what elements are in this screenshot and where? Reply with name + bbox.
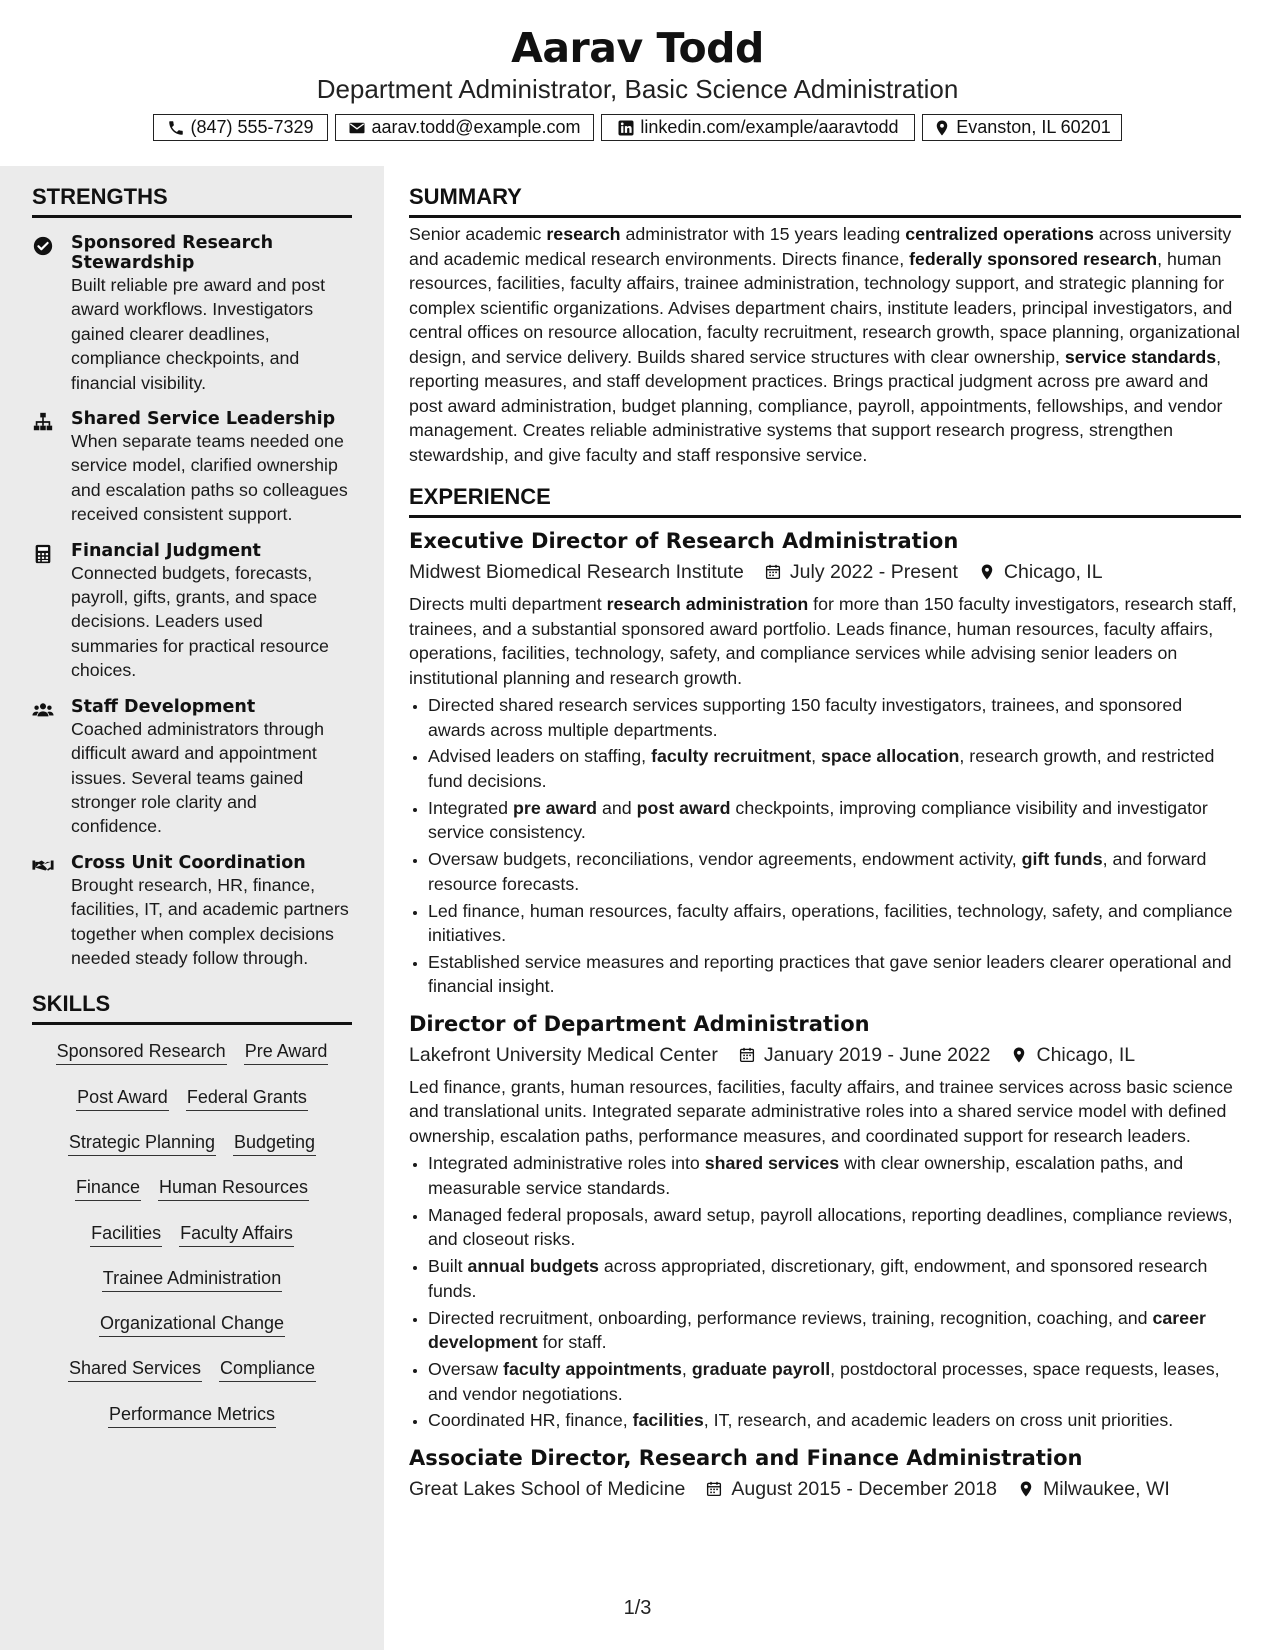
skill-row [32,1038,352,1083]
summary-text: Senior academic research administrator with 15 years leading centralized operations across university and academic medical research environments. Directs finance, federally sponsored research, human resources, facilities, faculty affairs, trainee administration, technology support, and strategic planning for complex scientific organizations. Advises department chairs, institute leaders, principal investigators, and central offices on resource allocation, faculty recruitment, research growth, space planning, organizational design, and service delivery. Builds shared service structures with clear ownership, service standards, reporting measures, and staff development practices. Brings practical judgment across pre award and post award administration, budget planning, compliance, payroll, appointments, fellowships, and vendor management. Creates reliable administrative systems that support research progress, strengthen stewardship, and give faculty and staff responsive service. [409,224,1240,465]
skill-tag: Organizational Change [99,1310,285,1337]
skill-tag: Compliance [219,1355,316,1382]
contact-bar [0,114,1275,141]
page-number: 1/3 [623,1597,652,1619]
skill-tag: Federal Grants [186,1084,308,1111]
job-dates: August 2015 - December 2018 [731,1477,997,1500]
emphasis-text: faculty appointments [503,1359,682,1380]
calendar-icon [764,563,782,581]
contact-phone[interactable] [153,114,328,141]
strength-desc: Coached administrators through difficult award and appointment issues. Several teams gained stronger role clarity and confidence. [71,718,325,837]
job-bullets [409,693,1241,999]
contact-email[interactable] [335,114,594,141]
location-icon [933,119,951,137]
skill-tag: Facilities [90,1220,162,1247]
job-meta [409,1474,1241,1504]
skill-row [32,1174,352,1219]
job-entry [409,527,1241,999]
emphasis-text: federally sponsored research [909,248,1158,269]
experience-list [409,527,1241,1504]
candidate-name: Aarav Todd [511,24,764,72]
emphasis-text: service standards [1064,346,1217,367]
main-content [409,166,1241,1504]
strength-title: Sponsored Research Stewardship [71,233,274,273]
bullet-item: • Integrated pre award and post award checkpoints, improving compliance visibility and investigator service consistency. [428,796,1241,845]
skill-row [32,1129,352,1174]
strength-item [32,541,352,683]
location-icon [978,563,996,581]
bullet-item: • Managed federal proposals, award setup, payroll allocations, reporting deadlines, compliance reviews, and closeout risks. [428,1203,1241,1252]
job-org: Midwest Biomedical Research Institute [409,561,744,583]
strength-title: Financial Judgment [71,540,261,561]
bullet-item: • Established service measures and reporting practices that gave senior leaders clearer operational and financial insight. [428,950,1241,999]
bullet-item: • Built annual budgets across appropriated, discretionary, gift, endowment, and sponsored research funds. [428,1254,1241,1303]
job-entry [409,1010,1241,1433]
job-entry [409,1444,1241,1504]
bullet-item: • Oversaw budgets, reconciliations, vendor agreements, endowment activity, gift funds, and forward resource forecasts. [428,847,1241,896]
strength-desc: Built reliable pre award and post award workflows. Investigators gained clearer deadlines, compliance checkpoints, and financial visibility. [71,275,326,393]
bullet-item: • Coordinated HR, finance, facilities, IT, research, and academic leaders on cross unit priorities. [428,1408,1241,1433]
job-location: Milwaukee, WI [1043,1477,1170,1500]
skills-heading: SKILLS [32,990,352,1025]
skill-row [32,1401,352,1446]
bullet-item: • Oversaw faculty appointments, graduate payroll, postdoctoral processes, space requests, leases, and vendor negotiations. [428,1357,1241,1406]
skills-list [32,1038,352,1446]
job-title: Executive Director of Research Administration [409,529,959,553]
bullet-item: • Directed recruitment, onboarding, performance reviews, training, recognition, coaching, and career development for staff. [428,1306,1241,1355]
emphasis-text: space allocation [821,746,960,767]
strength-desc: When separate teams needed one service model, clarified ownership and escalation paths so colleagues received consistent support. [71,431,348,525]
job-org: Great Lakes School of Medicine [409,1477,686,1500]
sidebar [0,166,384,1650]
emphasis-text: gift funds [1021,849,1103,870]
email-icon [348,119,366,137]
emphasis-text: annual budgets [467,1256,599,1277]
linkedin-icon [617,119,635,137]
skill-row [32,1084,352,1129]
emphasis-text: faculty recruitment [651,746,812,767]
calculator-icon [32,543,54,565]
emphasis-text: pre award [513,797,598,818]
strength-item [32,853,352,971]
skill-tag: Human Resources [158,1174,309,1201]
org-chart-icon [32,411,54,433]
bullet-item: • Directed shared research services supporting 150 faculty investigators, trainees, and sponsored awards across multiple departments. [428,693,1241,742]
strength-title: Cross Unit Coordination [71,852,306,873]
emphasis-text: shared services [704,1153,840,1174]
emphasis-text: centralized operations [905,224,1094,244]
job-org: Lakefront University Medical Center [409,1043,718,1066]
job-description: Led finance, grants, human resources, facilities, faculty affairs, and trainee services across basic science and translational units. Integrated separate administrative roles into a shared service model with defined ownership, escalation paths, performance measures, and coordinated support for research leaders. [409,1076,1233,1146]
contact-text: Evanston, IL 60201 [956,117,1111,137]
calendar-icon [705,1480,723,1498]
job-description: Directs multi department research administration for more than 150 faculty investigators, research staff, trainees, and a substantial sponsored award portfolio. Leads finance, human resources, faculty affairs, operations, facilities, technology, safety, and compliance services while advising senior leaders on institutional planning and research growth. [409,594,1237,688]
job-location: Chicago, IL [1036,1043,1136,1066]
emphasis-text: research administration [606,594,809,614]
experience-heading: EXPERIENCE [409,483,1241,518]
job-dates: January 2019 - June 2022 [763,1043,991,1066]
location-icon [1010,1046,1028,1064]
job-meta [409,557,1241,587]
strength-desc: Connected budgets, forecasts, payroll, gifts, grants, and space decisions. Leaders used summaries for practical resource choices. [71,562,329,681]
skill-row [32,1265,352,1310]
check-circle-icon [32,235,54,257]
strengths-heading: STRENGTHS [32,183,352,218]
emphasis-text: research [546,224,621,244]
strength-item [32,409,352,527]
skill-tag: Trainee Administration [102,1265,282,1292]
location-icon [1017,1480,1035,1498]
contact-text: (847) 555-7329 [190,117,314,137]
emphasis-text: post award [636,797,731,818]
job-title: Director of Department Administration [409,1011,870,1036]
strength-title: Shared Service Leadership [71,409,336,430]
emphasis-text: facilities [632,1410,704,1431]
skill-tag: Finance [75,1174,141,1201]
strength-title: Staff Development [71,696,256,717]
calendar-icon [738,1046,756,1064]
skill-row [32,1310,352,1355]
strength-desc: Brought research, HR, finance, facilities, IT, and academic partners together when complex decisions needed steady follow through. [71,874,349,968]
contact-text: linkedin.com/example/aaravtodd [640,117,899,137]
skill-tag: Sponsored Research [56,1038,227,1065]
skill-tag: Performance Metrics [108,1401,276,1428]
handshake-icon [32,855,54,877]
skill-tag: Post Award [76,1084,169,1111]
bullet-item: • Led finance, human resources, faculty affairs, operations, facilities, technology, safety, and compliance initiatives. [428,899,1241,948]
skill-row [32,1220,352,1265]
resume-header [0,0,1275,141]
job-bullets [409,1151,1241,1432]
emphasis-text: graduate payroll [691,1359,831,1380]
contact-linkedin[interactable] [601,114,915,141]
contact-location[interactable] [922,114,1122,141]
skill-tag: Budgeting [233,1129,316,1156]
users-icon [32,699,54,721]
skill-row [32,1355,352,1400]
skill-tag: Strategic Planning [68,1129,216,1156]
skill-tag: Shared Services [68,1355,202,1382]
candidate-title: Department Administrator, Basic Science Administration [316,74,959,104]
skill-tag: Pre Award [244,1038,329,1065]
strength-item [32,697,352,839]
job-dates: July 2022 - Present [789,561,958,583]
bullet-item: • Advised leaders on staffing, faculty recruitment, space allocation, research growth, and restricted fund decisions. [428,744,1241,793]
strength-item [32,233,352,395]
job-meta [409,1040,1241,1070]
contact-text: aarav.todd@example.com [371,117,581,137]
job-title: Associate Director, Research and Finance Administration [409,1445,1083,1470]
phone-icon [167,119,185,137]
job-location: Chicago, IL [1003,561,1103,583]
summary-heading: SUMMARY [409,183,1241,218]
skill-tag: Faculty Affairs [179,1220,294,1247]
bullet-item: • Integrated administrative roles into shared services with clear ownership, escalation paths, and measurable service standards. [428,1151,1241,1200]
emphasis-text: career development [428,1307,1206,1353]
